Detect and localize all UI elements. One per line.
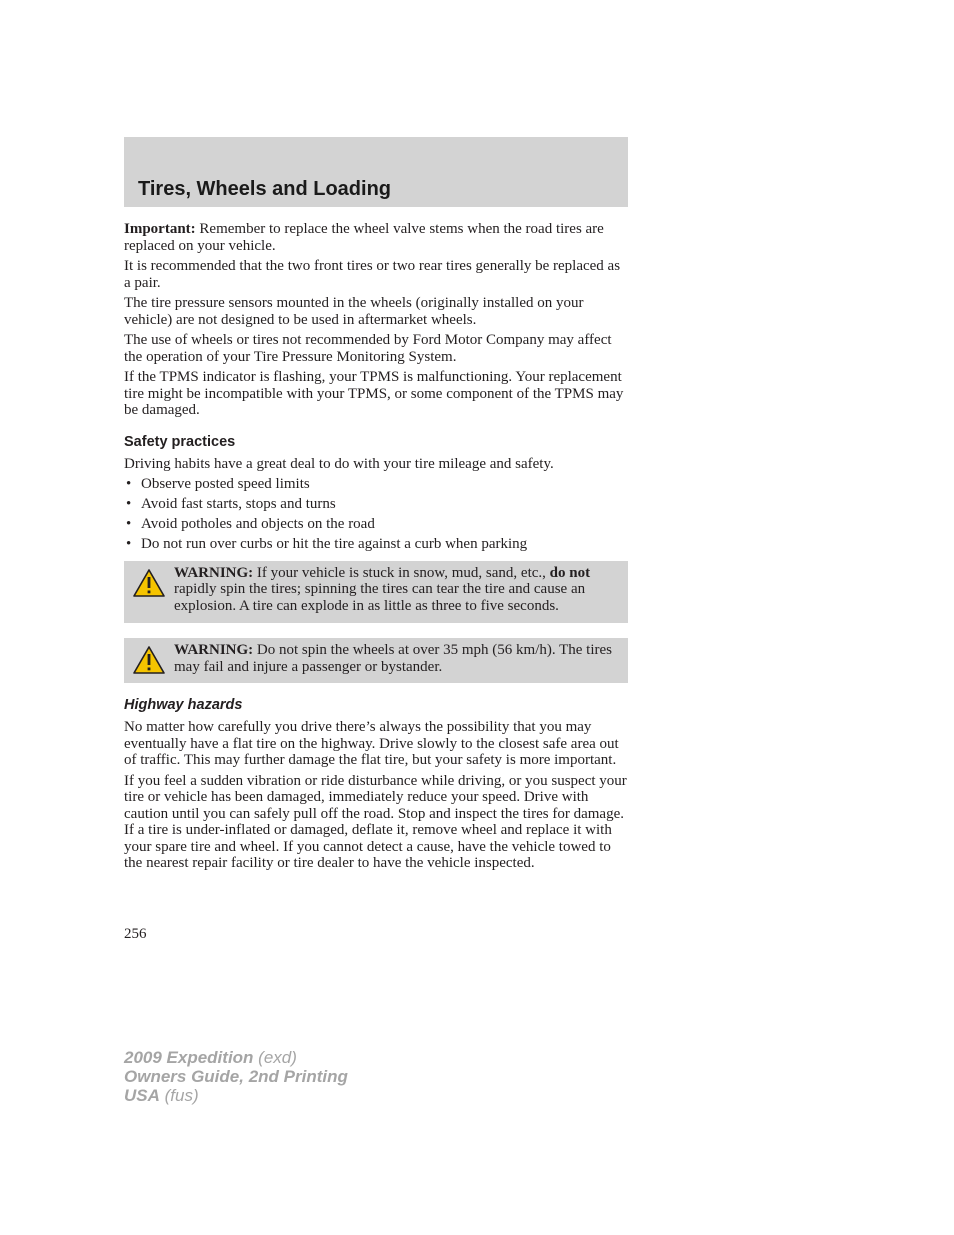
bullet-icon: • [126, 476, 132, 492]
safety-bullet-list [124, 476, 628, 553]
important-label: Important: [124, 221, 196, 237]
footer-line [124, 1048, 348, 1067]
warning-box [124, 638, 628, 683]
intro-paragraph: If the TPMS indicator is flashing, your TPMS is malfunctioning. Your replacement tire might be incompatible with your TPMS, or some component of the TPMS may be damaged. [124, 369, 624, 418]
warning-emphasis: do not [549, 564, 591, 581]
footer-edition: Owners Guide, 2nd Printing [124, 1067, 348, 1086]
section-header-band [124, 137, 628, 207]
important-text: Remember to replace the wheel valve stems when the road tires are replaced on your vehicle. [124, 221, 604, 254]
highway-heading: Highway hazards [124, 697, 243, 713]
intro-paragraph: It is recommended that the two front tires or two rear tires generally be replaced as a pair. [124, 258, 621, 291]
warning-box [124, 561, 628, 624]
safety-heading: Safety practices [124, 433, 236, 450]
warning-text: rapidly spin the tires; spinning the tires can tear the tire and cause an explosion. A tire can explode in as little as three to five seconds. [174, 581, 586, 614]
intro-paragraph: The use of wheels or tires not recommended by Ford Motor Company may affect the operation of your Tire Pressure Monitoring System. [124, 332, 612, 365]
list-item [124, 476, 628, 493]
bullet-icon: • [126, 496, 132, 512]
warning-label: WARNING: [174, 642, 254, 658]
document-footer [124, 1048, 348, 1105]
list-item [124, 516, 628, 533]
footer-market: USA [124, 1086, 160, 1105]
list-item [124, 496, 628, 513]
section-title: Tires, Wheels and Loading [138, 178, 392, 200]
intro-paragraph: The tire pressure sensors mounted in the wheels (originally installed on your vehicle) are not designed to be used in aftermarket wheels. [124, 295, 584, 328]
list-item [124, 536, 628, 553]
list-item-text: Avoid fast starts, stops and turns [141, 496, 336, 512]
page-number: 256 [124, 926, 147, 942]
bullet-icon: • [126, 516, 132, 532]
list-item-text: Observe posted speed limits [141, 476, 310, 492]
footer-line [124, 1067, 348, 1086]
important-paragraph [124, 221, 628, 254]
warning-text: Do not spin the wheels at over 35 mph (56 km/h). The tires may fail and injure a passenger or bystander. [174, 642, 612, 675]
footer-model-code: (exd) [253, 1048, 297, 1067]
highway-paragraph: No matter how carefully you drive there’s always the possibility that you may eventually have a flat tire on the highway. Drive slowly to the closest safe area out of traffic. This may further damage the flat tire, but your safety is more important. [124, 719, 619, 768]
warning-text: If your vehicle is stuck in snow, mud, sand, etc., [253, 564, 550, 581]
list-item-text: Avoid potholes and objects on the road [141, 516, 375, 532]
safety-lead: Driving habits have a great deal to do with your tire mileage and safety. [124, 455, 554, 472]
bullet-icon: • [126, 536, 132, 552]
footer-model: 2009 Expedition [124, 1048, 254, 1067]
list-item-text: Do not run over curbs or hit the tire against a curb when parking [141, 536, 528, 552]
warning-label: WARNING: [174, 564, 254, 581]
footer-line [124, 1086, 348, 1105]
warning-triangle-icon [132, 645, 166, 675]
warning-triangle-icon [132, 568, 166, 598]
highway-paragraph: If you feel a sudden vibration or ride disturbance while driving, or you suspect your tire or vehicle has been damaged, immediately reduce your speed. Drive with caution until you can safely pull off the road. Stop and inspect the tires for damage. If a tire is under-inflated or damaged, deflate it, remove wheel and replace it with your spare tire and wheel. If you cannot detect a cause, have the vehicle towed to the nearest repair facility or tire dealer to have the vehicle inspected. [124, 772, 627, 871]
page-content [124, 221, 628, 876]
footer-market-code: (fus) [159, 1086, 199, 1105]
